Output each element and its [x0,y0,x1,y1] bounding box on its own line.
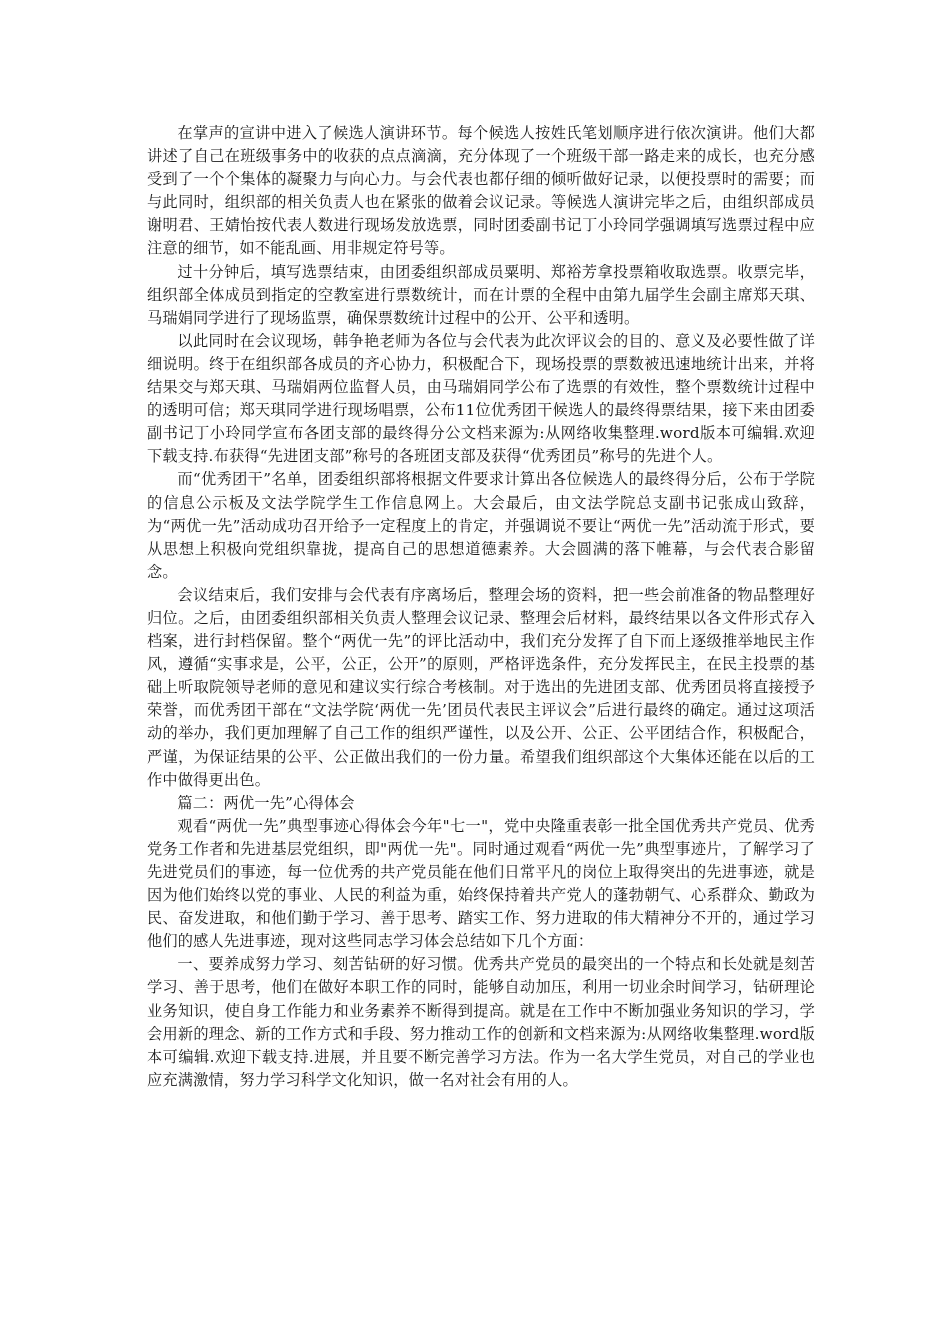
paragraph-excellent-cadres: 而“优秀团干”名单，团委组织部将根据文件要求计算出各位候选人的最终得分后，公布于学院的信息公示板及文法学院学生工作信息网上。大会最后，由文法学院总支副书记张成山致辞，为“两优一先”活动成功召开给予一定程度上的肯定，并强调说不要让“两优一先”活动流于形式，要从思想上积极向党组织靠拢，提高自己的思想道德素养。大会圆满的落下帷幕，与会代表合影留念。 [147,470,815,581]
paragraph-meeting-conclusion: 会议结束后，我们安排与会代表有序离场后，整理会场的资料，把一些会前准备的物品整理好归位。之后，由团委组织部相关负责人整理会议记录、整理会后材料，最终结果以各文件形式存入档案，进行封档保留。整个“两优一先”的评比活动中，我们充分发挥了自下而上逐级推举地民主作风，遵循“实事求是，公平，公正，公开”的原则，严格评选条件，充分发挥民主，在民主投票的基础上听取院领导老师的意见和建议实行综合考核制。对于选出的先进团支部、优秀团员将直接授予荣誉，而优秀团干部在“文法学院‘两优一先’团员代表民主评议会”后进行最终的确定。通过这项活动的举办，我们更加理解了自己工作的组织严谨性，以及公开、公正、公平团结合作，积极配合，严谨，为保证结果的公平、公正做出我们的一份力量。希望我们组织部这个大集体还能在以后的工作中做得更出色。 [147,585,815,789]
paragraph-ballot-collection: 过十分钟后，填写选票结束，由团委组织部成员粟明、郑裕芳拿投票箱收取选票。收票完毕，组织部全体成员到指定的空教室进行票数统计，而在计票的全程中由第九届学生会副主席郑天琪、马瑞娟同学进行了现场监票，确保票数统计过程中的公开、公平和透明。 [147,262,815,327]
paragraph-vote-results: 以此同时在会议现场，韩争艳老师为各位与会代表为此次评议会的目的、意义及必要性做了详细说明。终于在组织部各成员的齐心协力，积极配合下，现场投票的票数被迅速地统计出来，并将结果交与郑天琪、马瑞娟两位监督人员，由马瑞娟同学公布了选票的有效性，整个票数统计过程中的透明可信；郑天琪同学进行现场唱票，公布11位优秀团干候选人的最终得票结果，接下来由团委副书记丁小玲同学宣布各团支部的最终得分公文档来源为:从网络收集整理.word版本可编辑.欢迎下载支持.布获得“先进团支部”称号的各班团支部及获得“优秀团员”称号的先进个人。 [147,331,815,466]
document-body [147,122,815,1092]
paragraph-watching-deeds: 观看“两优一先”典型事迹心得体会今年"七一"，党中央隆重表彰一批全国优秀共产党员、优秀党务工作者和先进基层党组织，即"两优一先"。同时通过观看“两优一先”典型事迹片，了解学习了先进党员们的事迹，每一位优秀的共产党员能在他们日常平凡的岗位上取得突出的先进事迹，就是因为他们始终以党的事业、人民的利益为重，始终保持着共产党人的蓬勃朝气、心系群众、勤政为民、奋发进取，和他们勤于学习、善于思考、踏实工作、努力进取的伟大精神分不开的，通过学习他们的感人先进事迹，现对这些同志学习体会总结如下几个方面： [147,816,815,951]
paragraph-point-one-study: 一、要养成努力学习、刻苦钻研的好习惯。优秀共产党员的最突出的一个特点和长处就是刻苦学习、善于思考，他们在做好本职工作的同时，能够自动加压，利用一切业余时间学习，钻研理论业务知识，使自身工作能力和业务素养不断得到提高。就是在工作中不断加强业务知识的学习，学会用新的理念、新的工作方式和手段、努力推动工作的创新和文档来源为:从网络收集整理.word版本可编辑.欢迎下载支持.进展，并且要不断完善学习方法。作为一名大学生党员，对自己的学业也应充满激情，努力学习科学文化知识，做一名对社会有用的人。 [147,955,815,1089]
section-heading-part-two: 篇二：两优一先”心得体会 [177,793,355,812]
paragraph-candidate-speeches: 在掌声的宣讲中进入了候选人演讲环节。每个候选人按姓氏笔划顺序进行依次演讲。他们大都讲述了自己在班级事务中的收获的点点滴滴，充分体现了一个班级干部一路走来的成长，也充分感受到了一个个集体的凝聚力与向心力。与会代表也都仔细的倾听做好记录，以便投票时的需要；而与此同时，组织部的相关负责人也在紧张的做着会议记录。等候选人演讲完毕之后，由组织部成员谢明君、王婧怡按代表人数进行现场发放选票，同时团委副书记丁小玲同学强调填写选票过程中应注意的细节，如不能乱画、用非规定符号等。 [147,124,815,258]
